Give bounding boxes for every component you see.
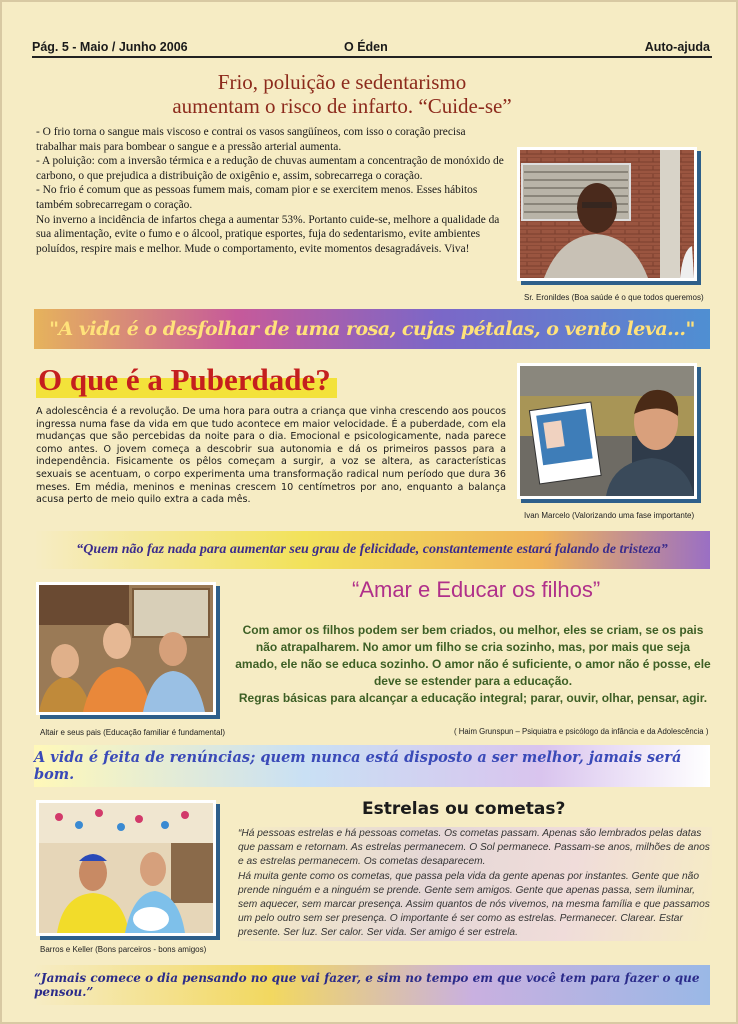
man-photo-illustration bbox=[520, 150, 694, 278]
paragraph: - O frio torna o sangue mais viscoso e contrai os vasos sangüíneos, com isso o coração precisa trabalhar mais para bombear o sangue e a pressão arterial aumenta. bbox=[36, 126, 466, 153]
article-title-estrelas: Estrelas ou cometas? bbox=[362, 799, 566, 819]
article-body-estrelas bbox=[238, 827, 712, 941]
title-line-2: aumentam o risco de infarto. “Cuide-se” bbox=[172, 94, 512, 118]
section-name: Auto-ajuda bbox=[644, 40, 710, 54]
quote-banner-jamais: “Jamais comece o dia pensando no que vai fazer, e sim no tempo em que você tem para fazer o que pensou.” bbox=[34, 965, 710, 1005]
title-line-1: Frio, poluição e sedentarismo bbox=[217, 70, 467, 94]
article-title-amar-educar: “Amar e Educar os filhos” bbox=[352, 577, 601, 602]
photo-eronildes bbox=[517, 147, 697, 281]
source-credit: ( Haim Grunspun – Psiquiatra e psicólogo da infância e da Adolescência ) bbox=[454, 727, 709, 736]
paragraph: Com amor os filhos podem ser bem criados, ou melhor, eles se criam, se os pais não atrapalharem. No amor um filho se cria sozinho, mas, por mais que seja amado, ele não se educa sozinho. O amor não é suficiente, o amor não é posse, ele deve se estender para a educação. bbox=[235, 623, 711, 688]
page-header bbox=[32, 40, 712, 58]
friends-photo-illustration bbox=[39, 803, 213, 933]
paragraph: “Há pessoas estrelas e há pessoas cometas. Os cometas passam. Apenas são lembrados pelas datas que passam e retornam. As estrelas permanecem. O Sol permanece. Passam-se anos, milhões de anos e as estrelas permanecem. Os cometas desaparecem. bbox=[238, 828, 710, 868]
quote-banner-rosa: "A vida é o desfolhar de uma rosa, cujas pétalas, o vento leva..." bbox=[34, 309, 710, 349]
paragraph: No inverno a incidência de infartos chega a aumentar 53%. Portanto cuide-se, melhore a qualidade da sua alimentação, evite o fumo e o álcool, pratique esportes, fuja do sedentarismo, evite ambientes poluídos, respire mais e melhor. Mude o comportamento, evite momentos desagradáveis. Viva! bbox=[36, 213, 500, 255]
caption-barros-keller: Barros e Keller (Bons parceiros - bons amigos) bbox=[40, 945, 207, 954]
article-body-amar-educar bbox=[234, 622, 712, 707]
photo-barros-keller bbox=[36, 800, 216, 936]
paragraph: - No frio é comum que as pessoas fumem mais, comam pior e se exercitem menos. Esses hábitos também sobrecarregam o coração. bbox=[36, 184, 478, 211]
quote-banner-renuncias: A vida é feita de renúncias; quem nunca está disposto a ser melhor, jamais será bom. bbox=[34, 745, 710, 787]
article-title-infarto bbox=[62, 70, 622, 118]
family-photo-illustration bbox=[39, 585, 213, 712]
quote-banner-felicidade: “Quem não faz nada para aumentar seu grau de felicidade, constantemente estará falando de tristeza” bbox=[34, 531, 710, 569]
article-title-puberdade: O que é a Puberdade? bbox=[36, 362, 337, 398]
rules-line: Regras básicas para alcançar a educação integral; parar, ouvir, olhar, pensar, agir. bbox=[238, 691, 708, 705]
article-body-puberdade: A adolescência é a revolução. De uma hora para outra a criança que vinha crescendo aos poucos ingressa numa fase da vida em que tudo acontece em maior velocidade. É a puberdade, com ela mudanças que são percebidas da noite para o dia. Emocional e psicologicamente, nada parece como antes. O jovem começa a descobrir sua autonomia e dá os primeiros passos para a independência. Fisicamente os pêlos começam a surgir, a voz se altera, as características sexuais se acentuam, o corpo experimenta uma transformação radical num período que dura 36 meses. Em média, meninos e meninas crescem 10 centímetros por ano, enquanto a balança acusa perto de meio quilo extra a cada mês. bbox=[36, 406, 506, 506]
paragraph: - A poluição: com a inversão térmica e a redução de chuvas aumentam a concentração de monóxido de carbono, o que prejudica a distribuição de oxigênio e, assim, sobrecarrega o coração. bbox=[36, 155, 504, 182]
photo-ivan bbox=[517, 363, 697, 499]
article-body-infarto bbox=[36, 125, 508, 256]
caption-altair: Altair e seus pais (Educação familiar é fundamental) bbox=[40, 728, 225, 737]
paragraph: Há muita gente como os cometas, que passa pela vida da gente apenas por instantes. Gente que não prende ninguém e a ninguém se prende. Gente sem amigos. Gente que apenas passa, sem iluminar, sem aquecer, sem marcar presença. Assim quantos de nós vivemos, na mesma família e que passamos um pelo outro sem ser presença. O importante é ser como as estrelas. Permanecer. Clarear. Estar presente. Ser luz. Ser calor. Ser vida. Ser amigo é ser estrela. bbox=[238, 870, 710, 939]
caption-eronildes: Sr. Eronildes (Boa saúde é o que todos queremos) bbox=[524, 293, 704, 302]
caption-ivan: Ivan Marcelo (Valorizando uma fase importante) bbox=[524, 511, 695, 520]
newspaper-name: O Éden bbox=[344, 40, 388, 54]
issue-info: Pág. 5 - Maio / Junho 2006 bbox=[32, 40, 188, 54]
boy-photo-illustration bbox=[520, 366, 694, 496]
photo-altair-family bbox=[36, 582, 216, 715]
